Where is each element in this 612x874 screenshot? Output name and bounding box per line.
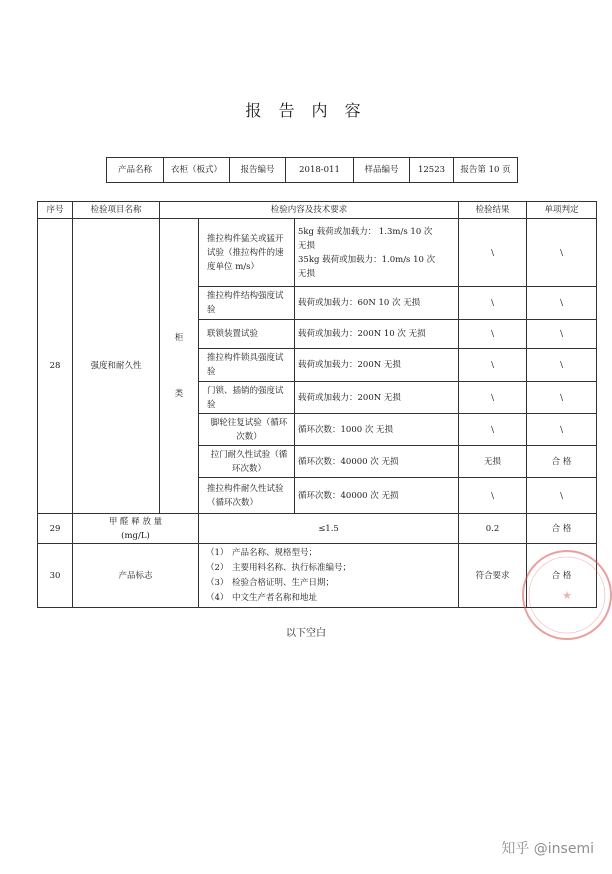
sub-test-requirement: 载荷或加载力：200N 无损 [295, 382, 459, 414]
sub-test-verdict: \ [527, 478, 597, 514]
sub-test-requirement: 载荷或加载力：200N 10 次 无损 [295, 320, 459, 349]
sample-no-value: 12523 [410, 158, 454, 183]
sub-test-result: \ [459, 219, 527, 287]
row30-no: 30 [38, 544, 73, 608]
row29-result: 0.2 [459, 514, 527, 544]
sub-test-name: 脚轮往复试验（循环次数） [199, 414, 295, 446]
req-line: 5kg 载荷或加载力： 1.3m/s 10 次 [298, 226, 433, 237]
sub-test-requirement [295, 219, 459, 287]
sub-test-verdict: \ [527, 219, 597, 287]
mark-text: 主要用料名称、执行标准编号； [232, 563, 352, 573]
row28-item: 强度和耐久性 [73, 219, 160, 514]
mark-text: 中文生产者名称和地址 [232, 593, 318, 603]
sub-test-name: 推拉构件耐久性试验（循环次数） [199, 478, 295, 514]
sub-test-name: 推拉构件猛关或猛开试验（推拉构件的速度单位 m/s） [199, 219, 295, 287]
svg-text:★: ★ [562, 589, 572, 602]
row30-result: 符合要求 [459, 544, 527, 608]
red-seal-stamp [517, 545, 612, 645]
watermark-text: 知乎 @insemi [501, 841, 594, 857]
row29-item-line1: 甲 醛 释 放 量 [108, 516, 163, 527]
req-line: 35kg 载荷或加载力：1.0m/s 10 次 [298, 254, 436, 265]
mark-index: （4） [206, 593, 229, 603]
table-row [38, 514, 597, 544]
row29-verdict: 合 格 [527, 514, 597, 544]
sub-test-verdict: \ [527, 287, 597, 320]
product-name-value: 衣柜（板式） [164, 158, 230, 183]
sub-test-name: 推拉构件结构强度试验 [199, 287, 295, 320]
table-row [38, 219, 597, 287]
sub-test-result: \ [459, 287, 527, 320]
row29-requirement: ≤1.5 [199, 514, 459, 544]
sub-test-verdict: \ [527, 382, 597, 414]
req-line: 无损 [298, 240, 316, 251]
sub-test-name: 拉门耐久性试验（循环次数） [199, 446, 295, 478]
row29-item [73, 514, 199, 544]
sub-test-name: 门锁、插销的强度试验 [199, 382, 295, 414]
sub-test-result: \ [459, 382, 527, 414]
sub-test-result: 无损 [459, 446, 527, 478]
col-header-no: 序号 [38, 202, 73, 219]
sub-test-result: \ [459, 320, 527, 349]
page-label: 报告第 10 页 [454, 158, 518, 183]
row28-group [160, 219, 199, 514]
sub-test-result: \ [459, 414, 527, 446]
row29-item-line2: (mg/L) [121, 530, 150, 541]
marks-list [202, 544, 455, 607]
sub-test-verdict: \ [527, 414, 597, 446]
mark-index: （2） [206, 563, 229, 573]
sub-test-requirement: 循环次数：1000 次 无损 [295, 414, 459, 446]
row28-group-char2: 类 [174, 389, 184, 399]
report-no-label: 报告编号 [230, 158, 286, 183]
mark-text: 检验合格证明、生产日期； [232, 578, 335, 588]
row30-marks [199, 544, 459, 608]
col-header-requirement: 检验内容及技术要求 [160, 202, 459, 219]
header-info-table [106, 157, 518, 183]
sub-test-requirement: 载荷或加载力：200N 无损 [295, 349, 459, 382]
sample-no-label: 样品编号 [354, 158, 410, 183]
mark-index: （3） [206, 578, 229, 588]
report-title: 报 告 内 容 [245, 101, 367, 120]
row28-no: 28 [38, 219, 73, 514]
sub-test-name: 推拉构件锁具强度试验 [199, 349, 295, 382]
req-line: 无损 [298, 268, 316, 279]
sub-test-requirement: 循环次数：40000 次 无损 [295, 478, 459, 514]
row30-item: 产品标志 [73, 544, 199, 608]
report-no-value: 2018-011 [286, 158, 354, 183]
sub-test-verdict: \ [527, 349, 597, 382]
table-row [38, 544, 597, 608]
sub-test-name: 联锁装置试验 [199, 320, 295, 349]
inspection-table [37, 201, 597, 608]
col-header-result: 检验结果 [459, 202, 527, 219]
col-header-verdict: 单项判定 [527, 202, 597, 219]
end-note: 以下空白 [286, 628, 326, 639]
sub-test-requirement: 载荷或加载力：60N 10 次 无损 [295, 287, 459, 320]
row28-group-char1: 柜 [174, 333, 184, 343]
sub-test-result: \ [459, 478, 527, 514]
sub-test-verdict: 合 格 [527, 446, 597, 478]
table-header-row [38, 202, 597, 219]
sub-test-result: \ [459, 349, 527, 382]
mark-index: （1） [206, 548, 229, 558]
row29-no: 29 [38, 514, 73, 544]
sub-test-verdict: \ [527, 320, 597, 349]
row30-verdict: 合 格 [527, 544, 597, 608]
sub-test-requirement: 循环次数：40000 次 无损 [295, 446, 459, 478]
col-header-item: 检验项目名称 [73, 202, 160, 219]
mark-text: 产品名称、规格型号； [232, 548, 318, 558]
product-name-label: 产品名称 [107, 158, 164, 183]
